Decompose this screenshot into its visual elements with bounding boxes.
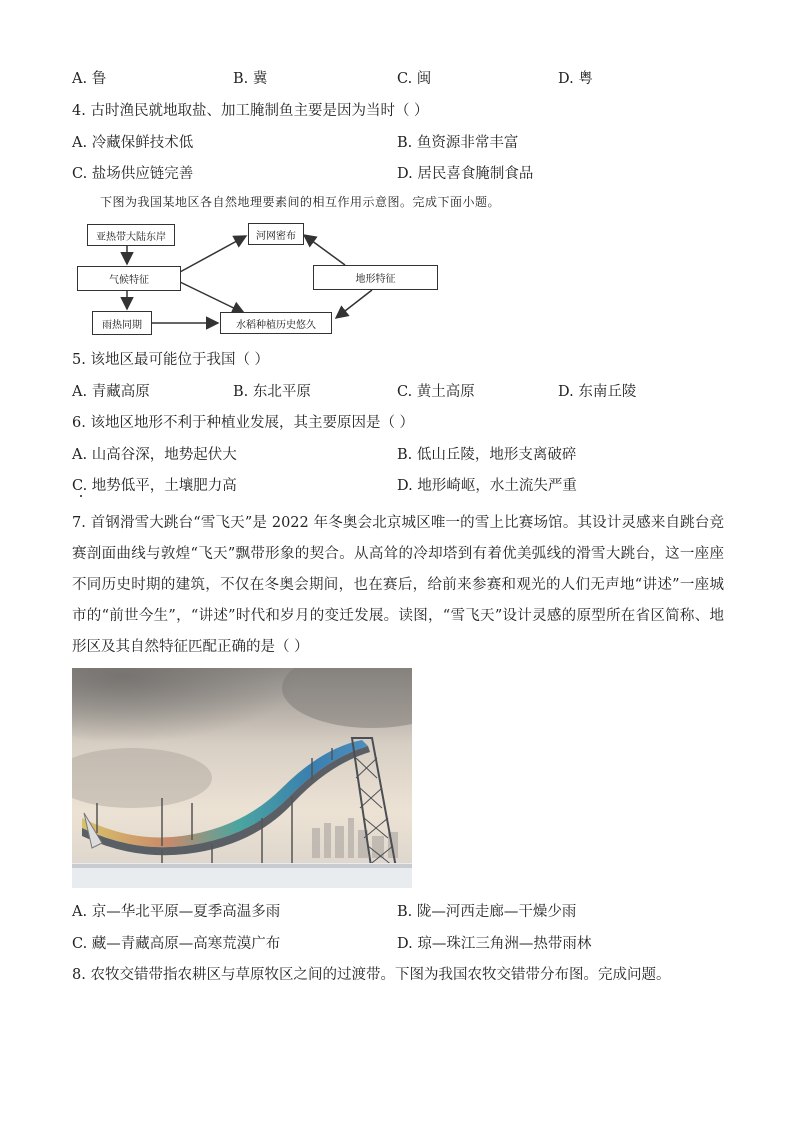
- ski-jump-photo: [72, 668, 412, 888]
- q4-stem: 4. 古时渔民就地取盐、加工腌制鱼主要是因为当时（ ）: [72, 103, 429, 119]
- q6-stem: 6. 该地区地形不利于种植业发展，其主要原因是（ ）: [72, 415, 415, 431]
- q6-option-c: C. 地势低平，土壤肥力高: [72, 478, 237, 494]
- diagram-caption: 下图为我国某地区各自然地理要素间的相互作用示意图。完成下面小题。: [100, 195, 501, 209]
- q5-stem: 5. 该地区最可能位于我国（ ）: [72, 352, 270, 368]
- q7-stem: 7. 首钢滑雪大跳台“雪飞天”是 2022 年冬奥会北京城区唯一的雪上比赛场馆。其设计灵感来自跳台竞赛剖面曲线与敦煌“飞天”飘带形象的契合。从高耸的冷却塔到有着优美弧线的滑雪大跳台，这一座座不同历史时期的建筑，不仅在冬奥会期间，也在赛后，给前来参赛和观光的人们无声地“讲述”一座城市的“前世今生”，“讲述”时代和岁月的变迁发展。读图，“雪飞天”设计灵感的原型所在省区简称、地形区及其自然特征匹配正确的是（ ）: [72, 515, 724, 655]
- stray-dot: [80, 495, 82, 497]
- box-rice-cultivation-history: 水稻种植历史悠久: [220, 312, 332, 334]
- box-terrain-features: 地形特征: [313, 265, 438, 290]
- q7-option-c: C. 藏—青藏高原—高寒荒漠广布: [72, 936, 281, 952]
- q7-option-b: B. 陇—河西走廊—干燥少雨: [397, 904, 577, 920]
- q6-option-a: A. 山高谷深，地势起伏大: [72, 447, 237, 463]
- q4-option-d: D. 居民喜食腌制食品: [397, 166, 534, 182]
- q3-option-b: B. 冀: [233, 71, 268, 87]
- q4-option-c: C. 盐场供应链完善: [72, 166, 194, 182]
- q3-option-c: C. 闽: [397, 71, 432, 87]
- q4-option-a: A. 冷藏保鲜技术低: [72, 135, 194, 151]
- q5-option-b: B. 东北平原: [233, 384, 311, 400]
- box-climate-features: 气候特征: [77, 266, 181, 291]
- q7-option-a: A. 京—华北平原—夏季高温多雨: [72, 904, 281, 920]
- q5-option-c: C. 黄土高原: [397, 384, 475, 400]
- arrow-climate-to-rice: [180, 282, 244, 313]
- box-rain-heat-same-season: 雨热同期: [92, 311, 152, 335]
- q8-stem: 8. 农牧交错带指农耕区与草原牧区之间的过渡带。下图为我国农牧交错带分布图。完成问题。: [72, 967, 671, 983]
- box-subtropical-east-coast: 亚热带大陆东岸: [87, 224, 175, 246]
- q6-option-b: B. 低山丘陵，地形支离破碎: [397, 447, 577, 463]
- box-dense-river-network: 河网密布: [248, 223, 304, 245]
- arrow-climate-to-rivernet: [180, 236, 246, 272]
- q3-option-d: D. 粤: [558, 71, 593, 87]
- arrow-terrain-to-rivernet: [304, 235, 345, 265]
- q6-option-d: D. 地形崎岖，水土流失严重: [397, 478, 577, 494]
- arrow-terrain-to-rice: [336, 290, 372, 318]
- q7-option-d: D. 琼—珠江三角洲—热带雨林: [397, 936, 592, 952]
- q5-option-d: D. 东南丘陵: [558, 384, 637, 400]
- q4-option-b: B. 鱼资源非常丰富: [397, 135, 519, 151]
- q5-option-a: A. 青藏高原: [72, 384, 150, 400]
- q3-option-a: A. 鲁: [72, 71, 107, 87]
